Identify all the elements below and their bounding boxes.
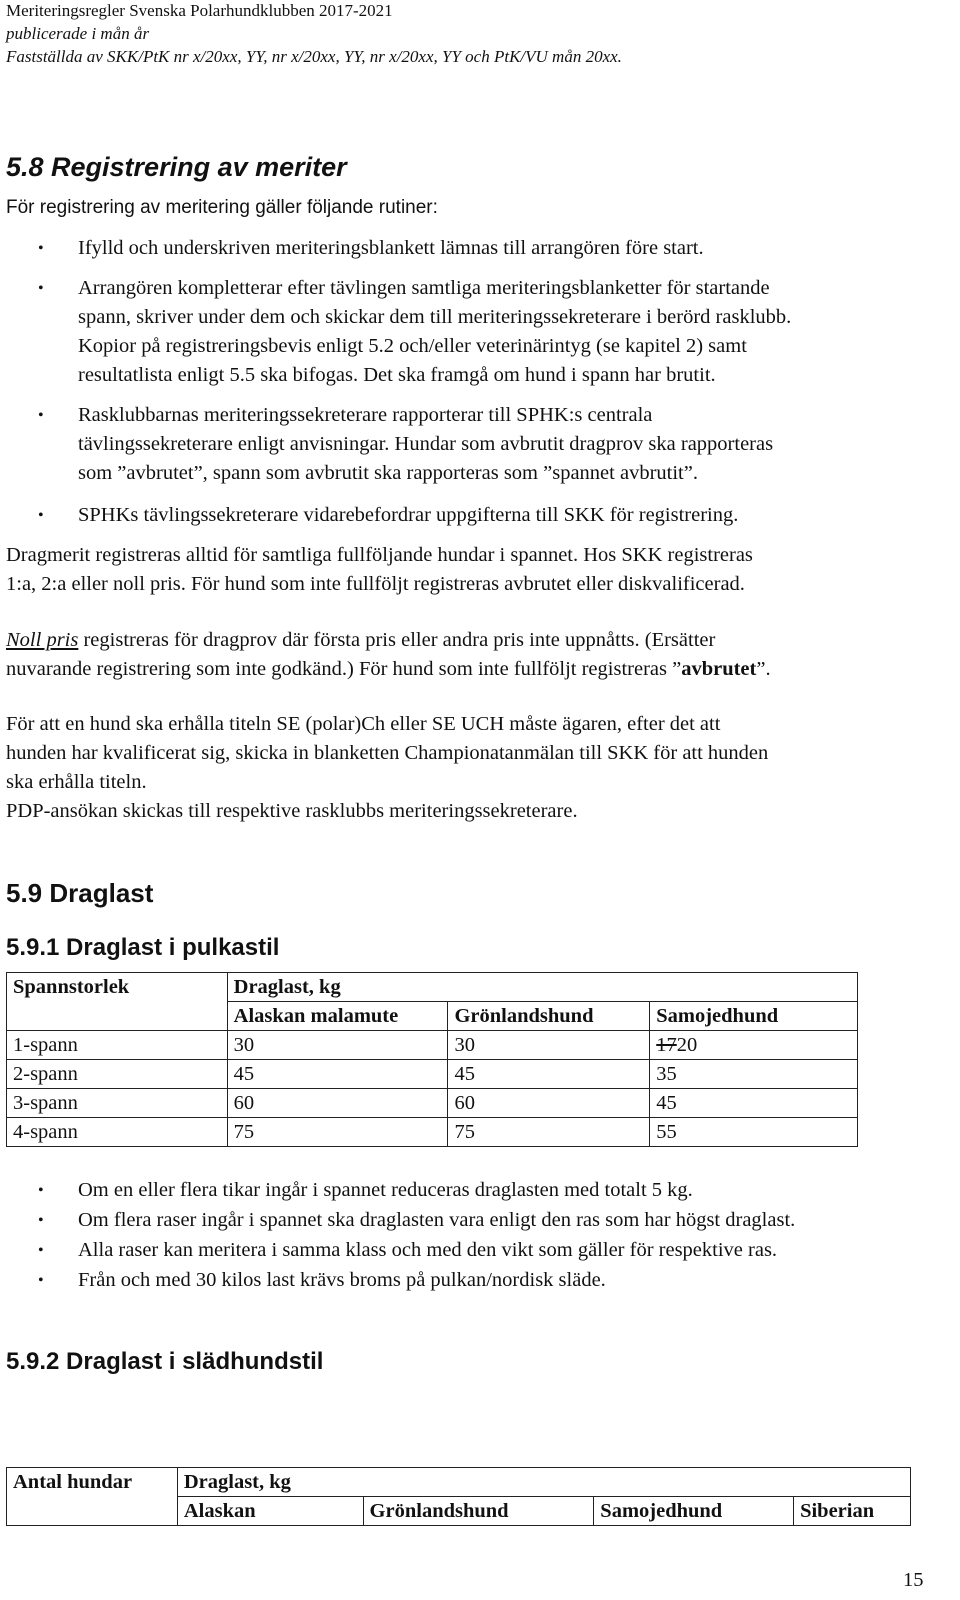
noll-pris-term: Noll pris bbox=[6, 629, 79, 651]
table-header-cell: Antal hundar bbox=[7, 1468, 178, 1497]
paragraph-line: hunden har kvalificerat sig, skicka in blanketten Championatanmälan till SKK för att hunden bbox=[6, 742, 769, 764]
doc-header-published: publicerade i mån år bbox=[6, 24, 150, 43]
section-5-9-1-heading: 5.9.1 Draglast i pulkastil bbox=[6, 934, 280, 961]
bullet-dot: • bbox=[38, 1242, 44, 1259]
table-header-cell: Samojedhund bbox=[594, 1497, 794, 1526]
table-cell: 3-spann bbox=[7, 1089, 228, 1118]
paragraph-line: För att en hund ska erhålla titeln SE (polar)Ch eller SE UCH måste ägaren, efter det att bbox=[6, 713, 721, 735]
table-cell: 60 bbox=[227, 1089, 448, 1118]
table-row bbox=[7, 1089, 858, 1118]
draglast-pulka-table bbox=[6, 972, 858, 1147]
table-header-cell: Samojedhund bbox=[650, 1002, 858, 1031]
bullet-text: Om flera raser ingår i spannet ska draglasten vara enligt den ras som har högst draglast. bbox=[78, 1209, 796, 1231]
bullet-text: som ”avbrutet”, spann som avbrutit ska rapporteras som ”spannet avbrutit”. bbox=[78, 462, 698, 484]
avbrutet-term: avbrutet bbox=[681, 658, 757, 680]
table-row bbox=[7, 973, 858, 1002]
paragraph-line: Noll pris registreras för dragprov där första pris eller andra pris inte uppnåtts. (Ersätter bbox=[6, 629, 716, 651]
draglast-sladhund-table bbox=[6, 1467, 911, 1526]
table-cell: 4-spann bbox=[7, 1118, 228, 1147]
section-5-8-intro: För registrering av meritering gäller följande rutiner: bbox=[6, 197, 438, 218]
bullet-text: Om en eller flera tikar ingår i spannet reduceras draglasten med totalt 5 kg. bbox=[78, 1179, 693, 1201]
table-row bbox=[7, 1060, 858, 1089]
doc-header-established: Fastställda av SKK/PtK nr x/20xx, YY, nr x/20xx, YY, nr x/20xx, YY och PtK/VU mån 20xx. bbox=[6, 47, 622, 66]
struck-value: 17 bbox=[656, 1033, 677, 1056]
table-row bbox=[7, 1468, 911, 1497]
bullet-text: tävlingssekreterare enligt anvisningar. Hundar som avbrutit dragprov ska rapporteras bbox=[78, 433, 774, 455]
table-cell: 45 bbox=[650, 1089, 858, 1118]
paragraph-line: nuvarande registrering som inte godkänd.) För hund som inte fullföljt registreras ”avbrutet”. bbox=[6, 658, 771, 680]
paragraph-line: ska erhålla titeln. bbox=[6, 771, 147, 793]
bullet-text: spann, skriver under dem och skickar dem till meriteringssekreterare i berörd rasklubb. bbox=[78, 306, 792, 328]
bullet-text: Från och med 30 kilos last krävs broms på pulkan/nordisk släde. bbox=[78, 1269, 606, 1291]
bullet-text: Arrangören kompletterar efter tävlingen samtliga meriteringsblanketter för startande bbox=[78, 277, 770, 299]
bullet-dot: • bbox=[38, 507, 44, 524]
table-row bbox=[7, 1031, 858, 1060]
table-cell: 75 bbox=[227, 1118, 448, 1147]
section-5-9-2-heading: 5.9.2 Draglast i slädhundstil bbox=[6, 1348, 324, 1375]
table-header-cell: Spannstorlek bbox=[7, 973, 228, 1002]
section-5-8-heading: 5.8 Registrering av meriter bbox=[6, 152, 347, 182]
table-cell: 75 bbox=[448, 1118, 650, 1147]
table-cell: 2-spann bbox=[7, 1060, 228, 1089]
table-row bbox=[7, 1497, 911, 1526]
table-cell: 30 bbox=[448, 1031, 650, 1060]
paragraph-line: 1:a, 2:a eller noll pris. För hund som inte fullföljt registreras avbrutet eller diskvalificerad. bbox=[6, 573, 745, 595]
table-header-cell: Siberian bbox=[794, 1497, 911, 1526]
table-header-cell: Alaskan malamute bbox=[227, 1002, 448, 1031]
bullet-text: Ifylld och underskriven meriteringsblankett lämnas till arrangören före start. bbox=[78, 237, 704, 259]
page-number: 15 bbox=[903, 1569, 924, 1591]
bullet-dot: • bbox=[38, 280, 44, 297]
table-cell: 60 bbox=[448, 1089, 650, 1118]
bullet-text: resultatlista enligt 5.5 ska bifogas. Det ska framgå om hund i spann har brutit. bbox=[78, 364, 716, 386]
bullet-text: Rasklubbarnas meriteringssekreterare rapporterar till SPHK:s centrala bbox=[78, 404, 653, 426]
paragraph-line: PDP-ansökan skickas till respektive rasklubbs meriteringssekreterare. bbox=[6, 800, 578, 822]
table-cell: 55 bbox=[650, 1118, 858, 1147]
bullet-text: SPHKs tävlingssekreterare vidarebefordrar uppgifterna till SKK för registrering. bbox=[78, 504, 739, 526]
table-header-cell: Grönlandshund bbox=[448, 1002, 650, 1031]
table-cell: 35 bbox=[650, 1060, 858, 1089]
paragraph-line: Dragmerit registreras alltid för samtliga fullföljande hundar i spannet. Hos SKK registreras bbox=[6, 544, 753, 566]
table-header-cell: Grönlandshund bbox=[363, 1497, 594, 1526]
table-header-cell: Draglast, kg bbox=[227, 973, 857, 1002]
bullet-dot: • bbox=[38, 407, 44, 424]
table-header-cell: Alaskan bbox=[177, 1497, 363, 1526]
bullet-dot: • bbox=[38, 240, 44, 257]
bullet-dot: • bbox=[38, 1212, 44, 1229]
table-cell bbox=[7, 1002, 228, 1031]
bullet-text: Alla raser kan meritera i samma klass och med den vikt som gäller för respektive ras. bbox=[78, 1239, 778, 1261]
section-5-9-heading: 5.9 Draglast bbox=[6, 878, 154, 908]
doc-header-title: Meriteringsregler Svenska Polarhundklubben 2017-2021 bbox=[6, 1, 393, 20]
table-cell: 1-spann bbox=[7, 1031, 228, 1060]
table-row bbox=[7, 1118, 858, 1147]
bullet-text: Kopior på registreringsbevis enligt 5.2 och/eller veterinärintyg (se kapitel 2) samt bbox=[78, 335, 747, 357]
table-cell: 45 bbox=[227, 1060, 448, 1089]
table-cell: 1720 bbox=[650, 1031, 858, 1060]
table-row bbox=[7, 1002, 858, 1031]
bullet-dot: • bbox=[38, 1182, 44, 1199]
bullet-dot: • bbox=[38, 1272, 44, 1289]
table-cell: 45 bbox=[448, 1060, 650, 1089]
table-cell: 30 bbox=[227, 1031, 448, 1060]
table-header-cell: Draglast, kg bbox=[177, 1468, 910, 1497]
table-cell bbox=[7, 1497, 178, 1526]
